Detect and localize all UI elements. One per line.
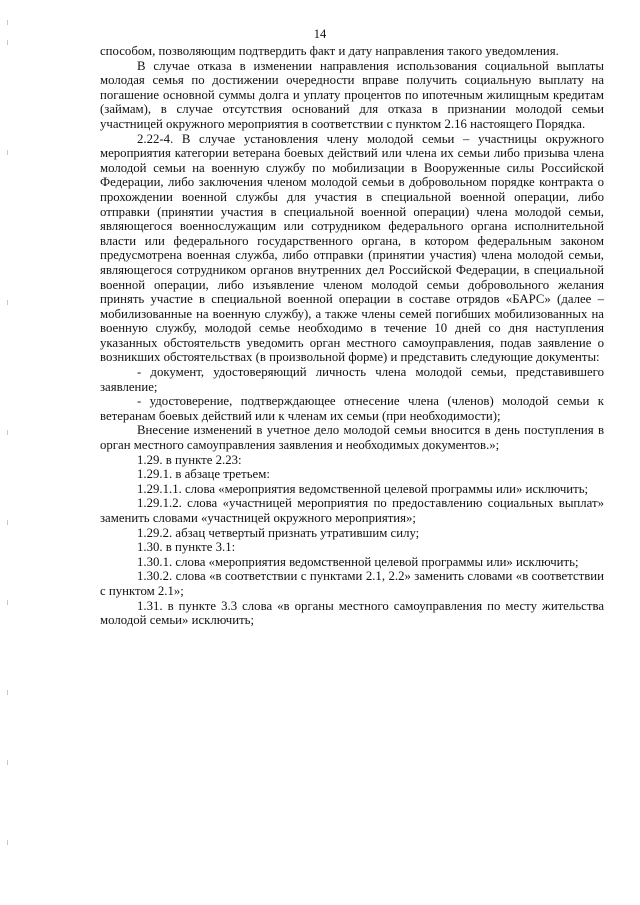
amendment-item: 1.29. в пункте 2.23:	[137, 452, 242, 467]
list-item: - удостоверение, подтверждающее отнесение члена (членов) молодой семьи к ветеранам боевых действий или к членам их семьи (при необходимости);	[100, 394, 604, 423]
amendment-item: 1.30.1. слова «мероприятия ведомственной целевой программы или» исключить;	[137, 554, 579, 569]
amendment-item: 1.29.2. абзац четвертый признать утратившим силу;	[137, 525, 420, 540]
list-item: - документ, удостоверяющий личность члена молодой семьи, представившего заявление;	[100, 365, 604, 394]
document-body	[100, 44, 604, 628]
amendment-item: 1.30. в пункте 3.1:	[137, 540, 236, 555]
amendment-item: 1.31. в пункте 3.3 слова «в органы местного самоуправления по месту жительства молодой семьи» исключить;	[100, 598, 604, 628]
scan-edge-marks	[7, 0, 10, 905]
paragraph-2-22-4: 2.22-4. В случае установления члену молодой семьи – участницы окружного мероприятия категории ветерана боевых действий или члена их семьи либо призыва члена молодой семьи на военную службу по мобилизации в Вооруженные силы Российской Федерации, либо заключения членом молодой семьи в добровольном порядке контракта о прохождении военной службы для участия в специальной военной операции, либо отправки (принятии участия в специальной военной операции) члена молодой семьи, являющегося военнослужащим или сотрудником федерального органа исполнительной власти или федерального государственного органа, в котором федеральным законом предусмотрена военная служба, либо отправки (принятии участия) члена молодой семьи, являющегося сотрудником органов внутренних дел Российской Федерации, в специальной военной операции, либо изъявление членом молодой семьи добровольного желания принять участие в специальной военной операции в составе отрядов «БАРС» (далее – мобилизованные на военную службу), а также члены семей погибших мобилизованных на военную службу, молодой семье необходимо в течение 10 дней со дня наступления указанных обстоятельств уведомить орган местного самоуправления, подав заявление о возникших обстоятельствах (в произвольной форме) и представить следующие документы:	[100, 131, 604, 365]
amendment-item: 1.29.1.1. слова «мероприятия ведомственной целевой программы или» исключить;	[137, 481, 589, 496]
paragraph: Внесение изменений в учетное дело молодой семьи вносится в день поступления в орган местного самоуправления заявления и необходимых документов.»;	[100, 423, 604, 453]
page-number: 14	[313, 27, 327, 41]
amendment-item: 1.30.2. слова «в соответствии с пунктами 2.1, 2.2» заменить словами «в соответствии с пунктом 2.1»;	[100, 569, 604, 598]
paragraph: В случае отказа в изменении направления использования социальной выплаты молодая семья по достижении очередности вправе получить социальную выплату на погашение основной суммы долга и уплату процентов по ипотечным жилищным кредитам (займам), в случае отсутствия оснований для отказа в признании молодой семьи участницей окружного мероприятия в соответствии с пунктом 2.16 настоящего Порядка.	[100, 58, 604, 131]
amendment-item: 1.29.1.2. слова «участницей мероприятия по предоставлению социальных выплат» заменить словами «участницей окружного мероприятия»;	[100, 496, 604, 525]
amendment-item: 1.29.1. в абзаце третьем:	[137, 467, 270, 482]
paragraph: способом, позволяющим подтвердить факт и дату направления такого уведомления.	[100, 44, 559, 58]
